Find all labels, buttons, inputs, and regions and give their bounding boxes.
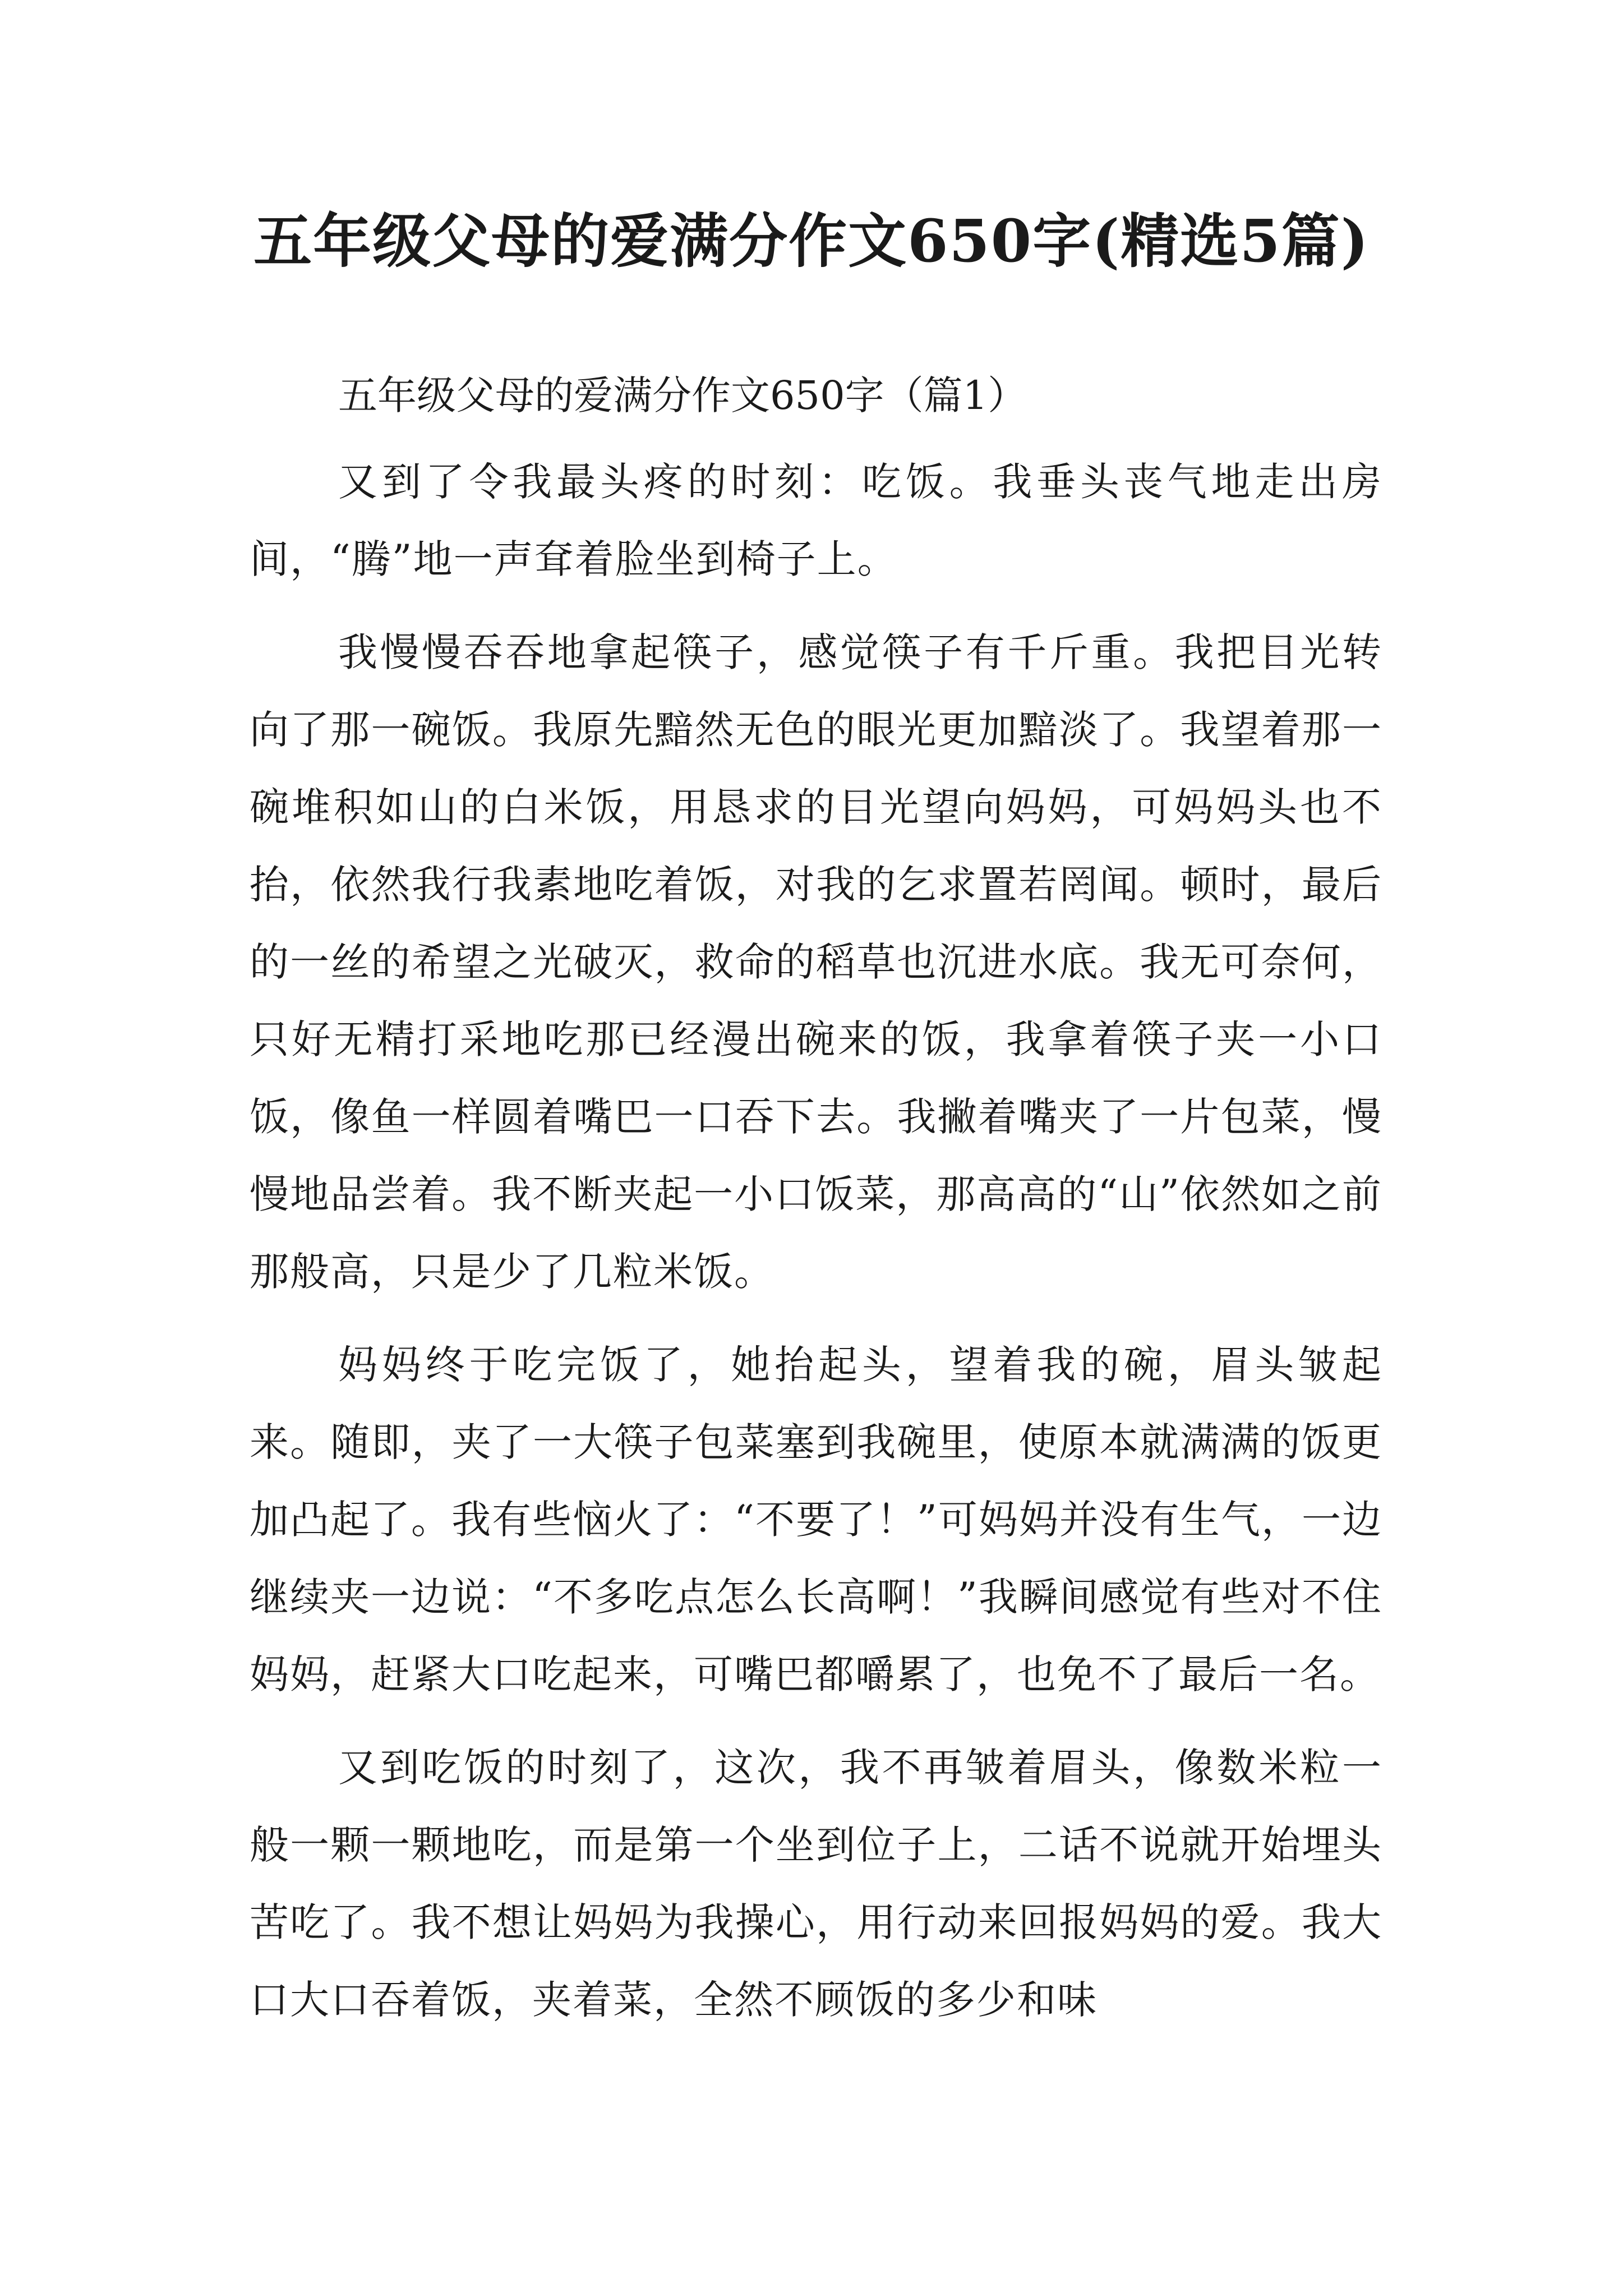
section-heading: 五年级父母的爱满分作文650字（篇1）	[338, 372, 1027, 418]
paragraph-1: 又到了令我最头疼的时刻：吃饭。我垂头丧气地走出房间，“腾”地一声耷着脸坐到椅子上。	[250, 459, 1382, 582]
document-body	[250, 370, 1382, 2054]
paragraph-2: 我慢慢吞吞地拿起筷子，感觉筷子有千斤重。我把目光转向了那一碗饭。我原先黯然无色的眼光更加黯淡了。我望着那一碗堆积如山的白米饭，用恳求的目光望向妈妈，可妈妈头也不抬，依然我行我素地吃着饭，对我的乞求置若罔闻。顿时，最后的一丝的希望之光破灭，救命的稻草也沉进水底。我无可奈何，只好无精打采地吃那已经漫出碗来的饭，我拿着筷子夹一小口饭，像鱼一样圆着嘴巴一口吞下去。我撇着嘴夹了一片包菜，慢慢地品尝着。我不断夹起一小口饭菜，那高高的“山”依然如之前那般高，只是少了几粒米饭。	[250, 629, 1382, 1295]
document-title: 五年级父母的爱满分作文650字(精选5篇)	[253, 206, 1370, 275]
paragraph-4: 又到吃饭的时刻了，这次，我不再皱着眉头，像数米粒一般一颗一颗地吃，而是第一个坐到位子上，二话不说就开始埋头苦吃了。我不想让妈妈为我操心，用行动来回报妈妈的爱。我大口大口吞着饭，夹着菜，全然不顾饭的多少和味	[250, 1745, 1382, 2023]
paragraph-3: 妈妈终于吃完饭了，她抬起头，望着我的碗，眉头皱起来。随即，夹了一大筷子包菜塞到我碗里，使原本就满满的饭更加凸起了。我有些恼火了：“不要了！”可妈妈并没有生气，一边继续夹一边说：“不多吃点怎么长高啊！”我瞬间感觉有些对不住妈妈，赶紧大口吃起来，可嘴巴都嚼累了，也免不了最后一名。	[250, 1342, 1382, 1697]
